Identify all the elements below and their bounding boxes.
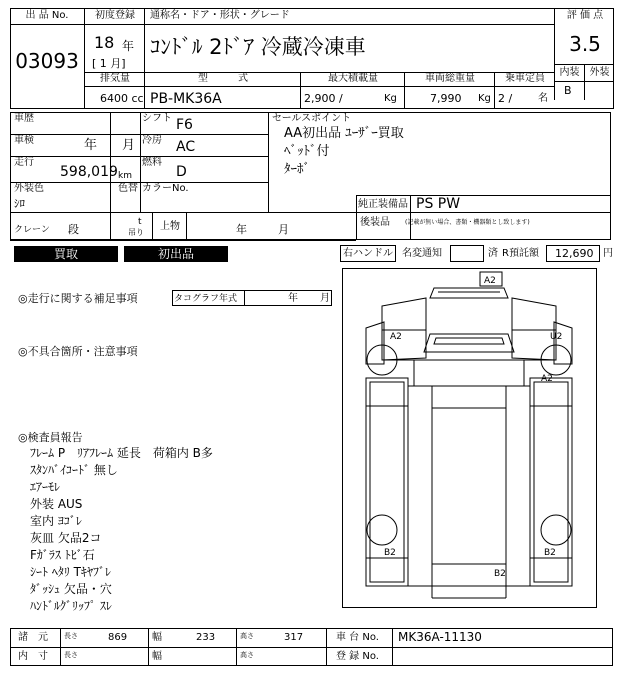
report-line: ﾊﾝﾄﾞﾙｸﾞﾘｯﾌﾟ ｽﾚ (30, 599, 112, 613)
width-label: 幅 (152, 632, 162, 643)
report-line: ｽﾀﾝﾊﾞｲｺｰﾄﾞ 無し (30, 463, 118, 477)
chassis-label: 車 台 No. (336, 632, 379, 643)
mark-right-rear: B2 (544, 548, 556, 558)
ac-value: AC (176, 139, 196, 155)
first-reg-month: [ 1 月] (92, 57, 126, 70)
max-load-value: 2,900 / (304, 92, 343, 105)
mark-rear: B2 (494, 569, 506, 579)
report-line: 室内 ﾖｺﾞﾚ (30, 514, 82, 528)
crane-ton: t (138, 217, 142, 227)
crane-label: クレーン (14, 225, 50, 235)
right-handle: 右ハンドル (343, 248, 393, 259)
dims-label: 諸 元 (18, 632, 48, 643)
upper-year: 年 (236, 223, 247, 236)
ext-color-value: ｼﾛ (14, 197, 25, 210)
fuel-value: D (176, 164, 187, 180)
history-label: 車歴 (14, 113, 34, 124)
first-reg-year: 18 (94, 33, 115, 52)
model-code: PB-MK36A (150, 91, 222, 107)
lot-label: 出 品 No. (25, 10, 69, 21)
aftermarket-label: 後装品 (360, 217, 390, 228)
mark-right-mid: A2 (541, 374, 553, 384)
capacity-unit: 名 (538, 93, 548, 104)
interior-dims-label: 内 寸 (18, 651, 48, 662)
report-line: ｼｰﾄ ﾍﾀﾘ Tｷﾔﾌﾞﾚ (30, 565, 111, 579)
report-line: ﾌﾚｰﾑ P ﾘｱﾌﾚｰﾑ 延長 荷箱内 B多 (30, 446, 213, 460)
interior-width-label: 幅 (152, 651, 162, 662)
max-load-unit: Kg (384, 93, 397, 104)
sales-point-3: ﾀｰﾎﾞ (284, 162, 310, 177)
upper-month: 月 (278, 223, 289, 236)
score: 3.5 (569, 32, 601, 56)
recycle-unit: 円 (603, 248, 613, 259)
color-no-label: カラーNo. (142, 183, 189, 194)
shift-label: シフト (142, 113, 172, 124)
purchase-badge: 買取 (14, 246, 118, 262)
width-value: 233 (196, 632, 216, 643)
name-change-label: 名変通知 (402, 248, 442, 259)
lot-number: 03093 (15, 49, 79, 73)
recycle-prefix: 済 (488, 248, 498, 259)
report-line: 外装 AUS (30, 497, 83, 511)
truck-diagram (342, 268, 597, 608)
sales-point-1: AA初出品 ﾕｰｻﾞｰ買取 (284, 126, 404, 141)
ext-color-label: 外装色 (14, 183, 44, 194)
first-listing-badge: 初出品 (124, 246, 228, 262)
max-load-label: 最大積載量 (328, 73, 378, 84)
shift-value: F6 (176, 117, 193, 133)
genuine-equip-value: PS PW (416, 196, 461, 212)
inspector-report-heading: ◎検査員報告 (18, 431, 83, 444)
upper-label: 上物 (160, 221, 180, 232)
genuine-equip-label: 純正装備品 (358, 199, 408, 210)
mileage-unit: km (118, 171, 132, 181)
mark-right-front: U2 (550, 332, 563, 342)
tachograph-label: タコグラフ年式 (174, 294, 238, 304)
defects-heading: ◎不具合箇所・注意事項 (18, 345, 138, 358)
name-label: 通称名・ドア・形状・グレード (150, 10, 290, 21)
model-name: ｺﾝﾄﾞﾙ 2ﾄﾞｱ 冷蔵冷凍車 (150, 35, 366, 59)
report-line: ﾀﾞｯｼｭ 欠品・穴 (30, 582, 112, 596)
height-value: 317 (284, 632, 304, 643)
displacement-label: 排気量 (100, 73, 130, 84)
aftermarket-note: (記載が無い場合、書類・機器類とし致します) (405, 219, 530, 226)
inspection-label: 車検 (14, 135, 34, 146)
inspection-year: 年 (84, 138, 98, 153)
gross-weight-value: 7,990 (430, 92, 462, 105)
first-reg-label: 初度登録 (95, 10, 135, 21)
length-value: 869 (108, 632, 128, 643)
report-line: ｴｱｰﾓﾚ (30, 480, 61, 494)
inspection-month: 月 (122, 138, 136, 153)
color-code-label: 色替 (118, 183, 138, 194)
height-label: 高さ (240, 632, 254, 640)
driving-notes-heading: ◎走行に関する補足事項 (18, 292, 138, 305)
fuel-label: 燃料 (142, 157, 162, 168)
score-label: 評 価 点 (566, 10, 604, 21)
sales-point-label: セールスポイント (272, 113, 352, 124)
mark-front: A2 (484, 276, 496, 286)
ac-label: 冷房 (142, 135, 162, 146)
report-line: Fｶﾞﾗｽ ﾄﾋﾞ石 (30, 548, 95, 562)
chassis-no: MK36A-11130 (398, 630, 482, 644)
interior-label: 内装 (559, 67, 580, 78)
crane-hang: 吊り (128, 228, 144, 237)
gross-weight-label: 車両総重量 (425, 73, 475, 84)
displacement-value: 6400 cc (100, 92, 144, 105)
year-unit: 年 (122, 39, 135, 53)
mark-left-front: A2 (390, 332, 402, 342)
interior-grade: B (564, 84, 572, 97)
model-code-label: 型 式 (198, 73, 248, 84)
gross-weight-unit: Kg (478, 93, 491, 104)
capacity-value: 2 / (498, 92, 513, 105)
registration-label: 登 録 No. (336, 651, 379, 662)
name-change-box (450, 245, 484, 262)
recycle-amount: 12,690 (555, 247, 594, 260)
capacity-label: 乗車定員 (505, 73, 545, 84)
sales-point-2: ﾍﾞｯﾄﾞ付 (284, 144, 330, 159)
interior-height-label: 高さ (240, 651, 254, 659)
mileage-value: 598,019 (60, 164, 118, 180)
tachograph-month: 月 (320, 293, 330, 304)
recycle-label: R預託額 (502, 248, 539, 259)
tachograph-year: 年 (288, 293, 298, 304)
mark-left-rear: B2 (384, 548, 396, 558)
mileage-label: 走行 (14, 157, 34, 168)
report-line: 灰皿 欠品2コ (30, 531, 102, 545)
exterior-label: 外装 (589, 67, 610, 78)
crane-stage: 段 (68, 223, 79, 236)
interior-length-label: 長さ (64, 651, 78, 659)
length-label: 長さ (64, 632, 78, 640)
